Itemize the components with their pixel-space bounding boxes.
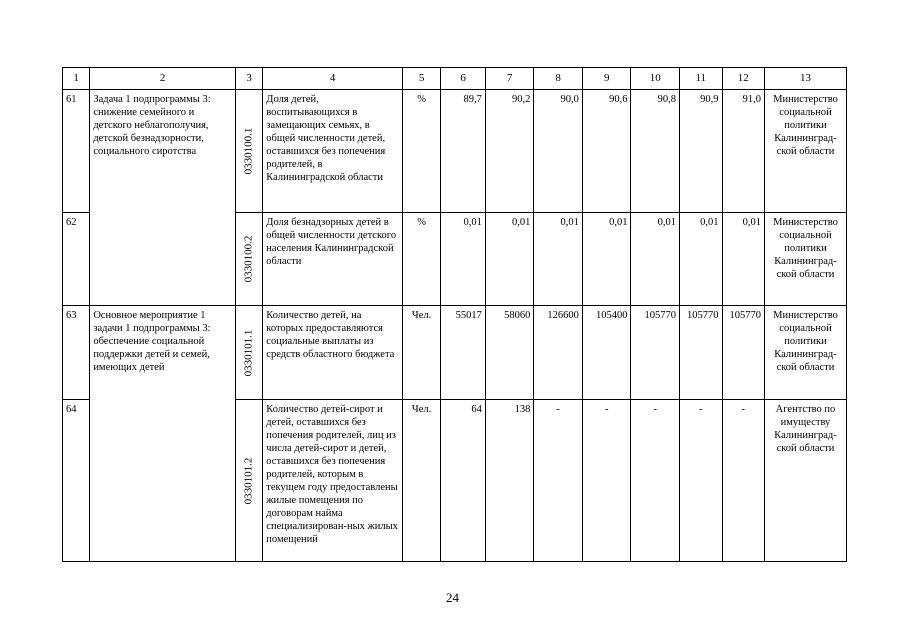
responsible-cell: Министерство социальной политики Калининград-ской области: [764, 213, 846, 306]
header-cell-7: 7: [485, 68, 534, 90]
responsible-cell: Агентство по имуществу Калининград-ской области: [764, 400, 846, 562]
responsible-cell: Министерство социальной политики Калининград-ской области: [764, 90, 846, 213]
code-cell: [235, 213, 262, 306]
header-cell-5: 5: [402, 68, 440, 90]
header-cell-11: 11: [680, 68, 722, 90]
unit-cell: Чел.: [402, 400, 440, 562]
value-cell: 105770: [722, 306, 764, 400]
value-cell: 90,6: [582, 90, 631, 213]
value-cell: 0,01: [441, 213, 486, 306]
value-cell: 90,0: [534, 90, 583, 213]
row-number: 61: [63, 90, 90, 213]
header-cell-12: 12: [722, 68, 764, 90]
value-cell: -: [722, 400, 764, 562]
value-cell: 0,01: [582, 213, 631, 306]
value-cell: 126600: [534, 306, 583, 400]
row-number: 63: [63, 306, 90, 400]
value-cell: 90,8: [631, 90, 680, 213]
indicator-cell: Количество детей-сирот и детей, оставшихся без попечения родителей, лиц из числа детей-сирот и детей, оставшихся без попечения родителей, которым в текущем году предоставлены жилые помещения по договорам найма специализирован-ных жилых помещений: [263, 400, 403, 562]
value-cell: 138: [485, 400, 534, 562]
unit-cell: Чел.: [402, 306, 440, 400]
value-cell: 58060: [485, 306, 534, 400]
table-row: [63, 306, 847, 400]
header-row: [63, 68, 847, 90]
indicator-code: 0330101.2: [242, 457, 255, 504]
indicator-cell: Доля безнадзорных детей в общей численности детского населения Калининградской области: [263, 213, 403, 306]
value-cell: 91,0: [722, 90, 764, 213]
task-cell: Основное мероприятие 1 задачи 1 подпрограммы 3: обеспечение социальной поддержки детей и семей, имеющих детей: [90, 306, 236, 562]
header-cell-1: 1: [63, 68, 90, 90]
value-cell: 90,9: [680, 90, 722, 213]
value-cell: -: [534, 400, 583, 562]
value-cell: -: [582, 400, 631, 562]
value-cell: 90,2: [485, 90, 534, 213]
indicator-cell: Доля детей, воспитывающихся в замещающих семьях, в общей численности детей, оставшихся без попечения родителей, в Калининградской области: [263, 90, 403, 213]
header-cell-9: 9: [582, 68, 631, 90]
header-cell-6: 6: [441, 68, 486, 90]
table-row: [63, 90, 847, 213]
value-cell: 0,01: [485, 213, 534, 306]
value-cell: 64: [441, 400, 486, 562]
value-cell: 0,01: [722, 213, 764, 306]
value-cell: 89,7: [441, 90, 486, 213]
value-cell: 0,01: [680, 213, 722, 306]
header-cell-13: 13: [764, 68, 846, 90]
value-cell: 0,01: [631, 213, 680, 306]
value-cell: 105400: [582, 306, 631, 400]
indicators-table: [62, 67, 847, 562]
indicator-code: 0330100.1: [242, 127, 255, 175]
responsible-cell: Министерство социальной политики Калининград-ской области: [764, 306, 846, 400]
value-cell: 0,01: [534, 213, 583, 306]
value-cell: 105770: [680, 306, 722, 400]
indicator-cell: Количество детей, на которых предоставляются социальные выплаты из средств областного бюджета: [263, 306, 403, 400]
value-cell: 105770: [631, 306, 680, 400]
header-cell-4: 4: [263, 68, 403, 90]
indicator-code: 0330101.1: [242, 329, 255, 376]
code-cell: [235, 400, 262, 562]
row-number: 64: [63, 400, 90, 562]
unit-cell: %: [402, 213, 440, 306]
row-number: 62: [63, 213, 90, 306]
page-number: 24: [446, 590, 459, 605]
header-cell-8: 8: [534, 68, 583, 90]
header-cell-2: 2: [90, 68, 236, 90]
value-cell: -: [680, 400, 722, 562]
unit-cell: %: [402, 90, 440, 213]
header-cell-3: 3: [235, 68, 262, 90]
value-cell: -: [631, 400, 680, 562]
code-cell: [235, 90, 262, 213]
value-cell: 55017: [441, 306, 486, 400]
task-cell: Задача 1 подпрограммы 3: снижение семейного и детского неблагополучия, детской безнадзорности, социального сиротства: [90, 90, 236, 306]
indicator-code: 0330100.2: [242, 235, 255, 283]
header-cell-10: 10: [631, 68, 680, 90]
code-cell: [235, 306, 262, 400]
